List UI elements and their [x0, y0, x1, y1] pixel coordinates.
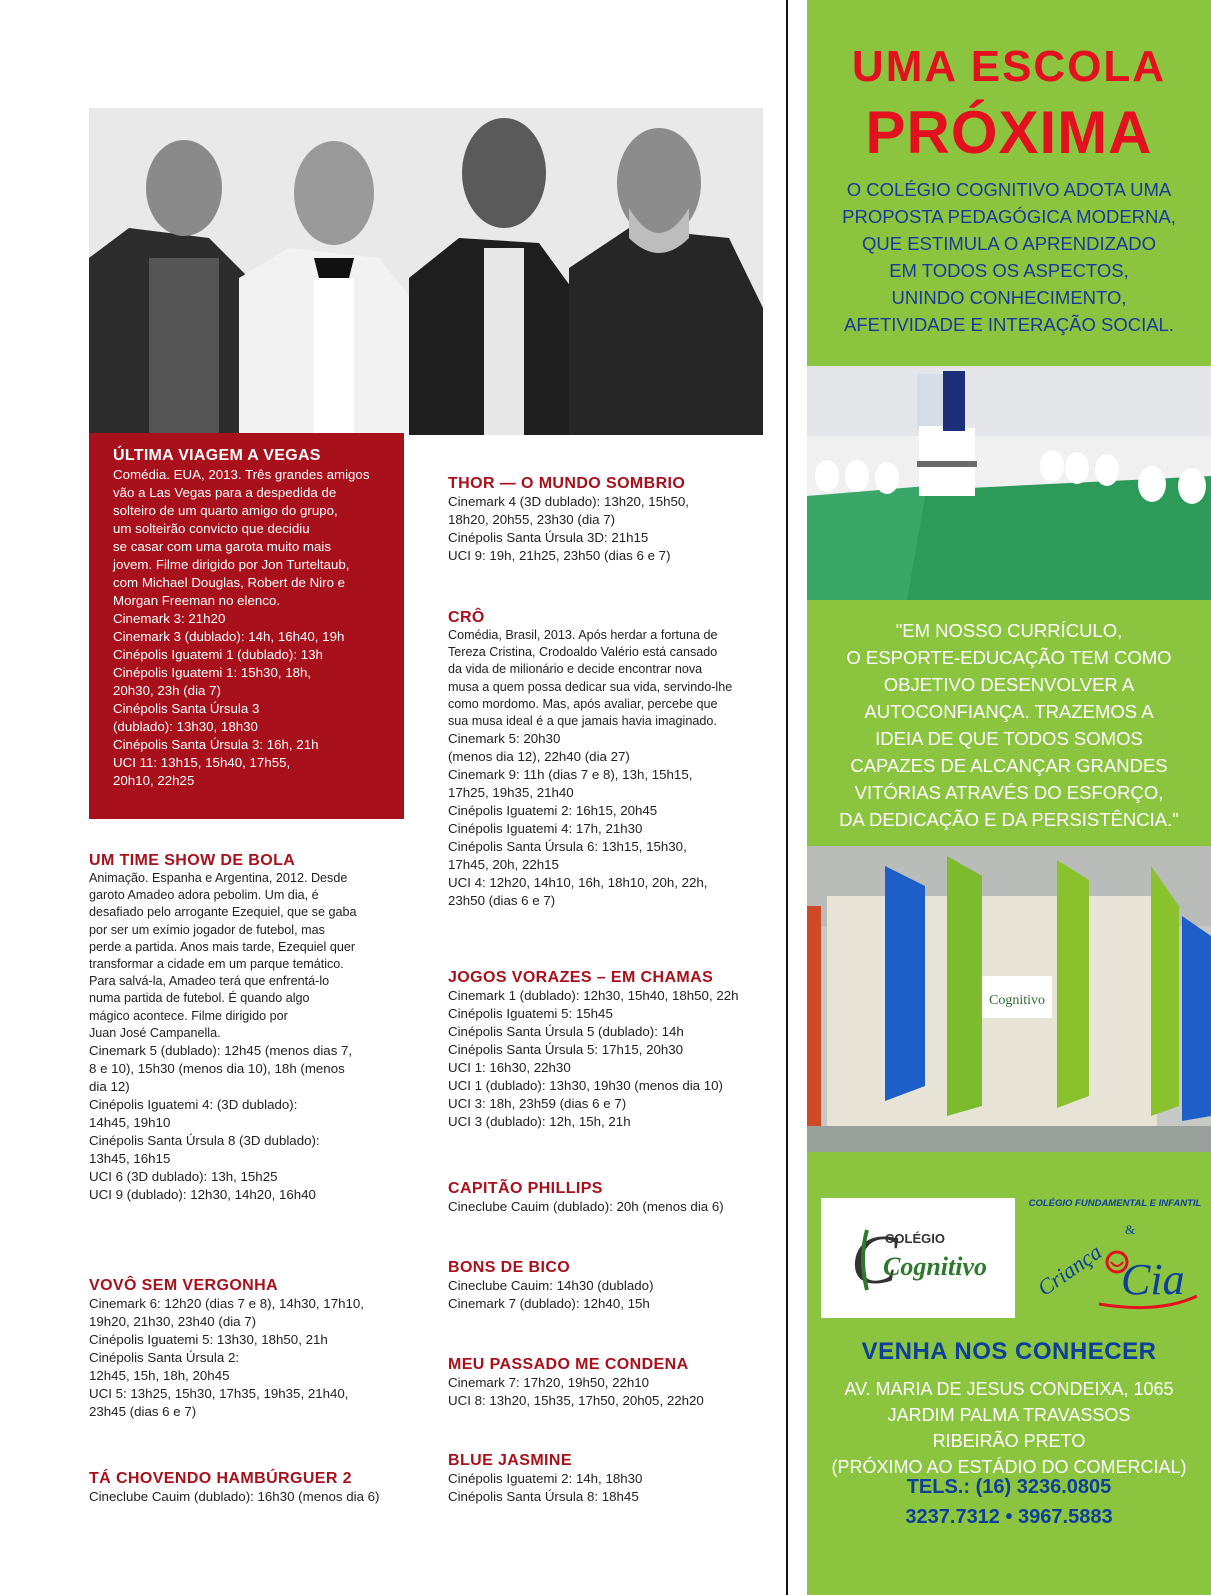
- movie-showtimes: Cinemark 5 (dublado): 12h45 (menos dias 7, 8 e 10), 15h30 (menos dia 10), 18h (menos dia 12) Cinépolis Iguatemi 4: (3D dublado): 14h45, 19h10 Cinépolis Santa Úrsula 8 (3D dublado): 13h45, 16h15 UCI 6 (3D dublado): 13h, 15h25 UCI 9 (dublado): 12h30, 14h20, 16h40: [89, 1043, 353, 1203]
- featured-movie-box: [89, 433, 404, 819]
- colegio-cognitivo-logo: [821, 1198, 1015, 1318]
- logo-line-2: Cognitivo: [883, 1252, 988, 1281]
- school-building-photo: [807, 846, 1211, 1152]
- ad-subtitle: O COLÉGIO COGNITIVO ADOTA UMA PROPOSTA PEDAGÓGICA MODERNA, QUE ESTIMULA O APRENDIZADO EM TODOS OS ASPECTOS, UNINDO CONHECIMENTO, AFETIVIDADE E INTERAÇÃO SOCIAL.: [842, 179, 1176, 335]
- movie-listing: [89, 851, 409, 1204]
- ad-address: AV. MARIA DE JESUS CONDEIXA, 1065 JARDIM PALMA TRAVASSOS RIBEIRÃO PRETO (PRÓXIMO AO ESTÁDIO DO COMERCIAL): [831, 1379, 1187, 1477]
- movie-title: CAPITÃO PHILLIPS: [448, 1180, 603, 1197]
- movie-listing: [89, 1276, 409, 1421]
- movie-listing: [89, 1469, 409, 1506]
- movie-title: VOVÔ SEM VERGONHA: [89, 1277, 279, 1294]
- movie-title: UM TIME SHOW DE BOLA: [89, 852, 296, 869]
- logo-word-2: Cia: [1121, 1255, 1185, 1304]
- movie-title: TÁ CHOVENDO HAMBÚRGUER 2: [89, 1470, 352, 1487]
- movie-showtimes: Cinemark 1 (dublado): 12h30, 15h40, 18h50, 22h Cinépolis Iguatemi 5: 15h45 Cinépolis Santa Úrsula 5 (dublado): 14h Cinépolis Santa Úrsula 5: 17h15, 20h30 UCI 1: 16h30, 22h30 UCI 1 (dublado): 13h30, 19h30 (menos dia 10) UCI 3: 18h, 23h59 (dias 6 e 7) UCI 3 (dublado): 12h, 15h, 21h: [448, 988, 739, 1129]
- movie-showtimes: Cinemark 6: 12h20 (dias 7 e 8), 14h30, 17h10, 19h20, 21h30, 23h40 (dia 7) Cinépolis Iguatemi 5: 13h30, 18h50, 21h Cinépolis Santa Úrsula 2: 12h45, 15h, 18h, 20h45 UCI 5: 13h25, 15h30, 17h35, 19h35, 21h40, 23h45 (dias 6 e 7): [89, 1296, 364, 1419]
- movie-showtimes: Cinemark 5: 20h30 (menos dia 12), 22h40 (dia 27) Cinemark 9: 11h (dias 7 e 8), 13h, 15h15, 17h25, 19h35, 21h40 Cinépolis Iguatemi 2: 16h15, 20h45 Cinépolis Iguatemi 4: 17h, 21h30 Cinépolis Santa Úrsula 6: 13h15, 15h30, 17h45, 20h, 22h15 UCI 4: 12h20, 14h10, 16h, 18h10, 20h, 22h, 23h50 (dias 6 e 7): [448, 731, 708, 909]
- movie-synopsis: Animação. Espanha e Argentina, 2012. Desde garoto Amadeo adora pebolim. Um dia, é desafiado pelo arrogante Ezequiel, que se gaba por ser um exímio jogador de futebol, mas perde a partida. Anos mais tarde, Ezequiel quer transformar a cidade em um parque temático. Para salvá-la, Amadeo terá que enfrentá-lo numa partida de futebol. É quando algo mágico acontece. Filme dirigido por Juan José Campanella.: [89, 871, 357, 1040]
- movie-listing: [448, 1258, 773, 1313]
- movie-title: THOR — O MUNDO SOMBRIO: [448, 475, 686, 492]
- movie-showtimes: Cineclube Cauim (dublado): 16h30 (menos dia 6): [89, 1489, 380, 1504]
- ad-call-to-action: VENHA NOS CONHECER: [861, 1338, 1157, 1365]
- movie-showtimes: Cineclube Cauim (dublado): 20h (menos dia 6): [448, 1199, 724, 1214]
- logo-word: Criança: [1032, 1238, 1107, 1301]
- logo-caption: COLÉGIO FUNDAMENTAL E INFANTIL: [1028, 1198, 1202, 1209]
- ad-headline-1: UMA ESCOLA: [851, 42, 1167, 91]
- column-divider: [786, 0, 788, 1595]
- movie-listing: [448, 608, 773, 910]
- movie-title: BONS DE BICO: [448, 1259, 571, 1276]
- featured-movie-title: ÚLTIMA VIAGEM A VEGAS: [113, 447, 321, 464]
- svg-text:Cognitivo: Cognitivo: [988, 993, 1046, 1008]
- crianca-e-cia-logo: [1019, 1196, 1211, 1320]
- movie-title: BLUE JASMINE: [448, 1452, 572, 1469]
- ad-phones-2: 3237.7312 • 3967.5883: [905, 1506, 1113, 1528]
- movie-showtimes: Cinemark 7: 17h20, 19h50, 22h10 UCI 8: 13h20, 15h35, 17h50, 20h05, 22h20: [448, 1375, 704, 1408]
- movie-showtimes: Cineclube Cauim: 14h30 (dublado) Cinemark 7 (dublado): 12h40, 15h: [448, 1278, 654, 1311]
- ad-quote: "EM NOSSO CURRÍCULO, O ESPORTE-EDUCAÇÃO TEM COMO OBJETIVO DESENVOLVER A AUTOCONFIANÇA. TRAZEMOS A IDEIA DE QUE TODOS SOMOS CAPAZES DE ALCANÇAR GRANDES VITÓRIAS ATRAVÉS DO ESFORÇO, DA DEDICAÇÃO E DA PERSISTÊNCIA.": [839, 620, 1179, 830]
- movie-title: MEU PASSADO ME CONDENA: [448, 1356, 689, 1373]
- movie-synopsis: Comédia, Brasil, 2013. Após herdar a fortuna de Tereza Cristina, Crodoaldo Valério está cansado da vida de milionário e decide encontrar nova musa a quem possa dedicar sua vida, servindo-lhe como mordomo. Mas, após avaliar, percebe que sua musa ideal é a que jamais havia imaginado.: [448, 628, 733, 729]
- movie-showtimes: Cinépolis Iguatemi 2: 14h, 18h30 Cinépolis Santa Úrsula 8: 18h45: [448, 1471, 643, 1504]
- school-advertisement: [807, 0, 1211, 1595]
- logo-line-1: COLÉGIO: [885, 1231, 945, 1246]
- movie-cast-photo: [89, 108, 763, 435]
- movie-title: CRÔ: [448, 609, 485, 626]
- svg-text:C: C: [851, 1222, 898, 1299]
- judo-class-photo: [807, 366, 1211, 600]
- movie-listing: [448, 968, 773, 1131]
- movie-listing: [448, 1451, 773, 1506]
- movie-listing: [448, 1355, 773, 1410]
- ad-phones-1: TELS.: (16) 3236.0805: [906, 1476, 1112, 1498]
- movie-showtimes: Cinemark 4 (3D dublado): 13h20, 15h50, 18h20, 20h55, 23h30 (dia 7) Cinépolis Santa Úrsula 3D: 21h15 UCI 9: 19h, 21h25, 23h50 (dias 6 e 7): [448, 494, 689, 563]
- ad-headline-2: PRÓXIMA: [865, 99, 1153, 166]
- movie-title: JOGOS VORAZES – EM CHAMAS: [448, 969, 714, 986]
- movie-listing: [448, 474, 773, 565]
- movie-listing: [448, 1179, 773, 1216]
- logo-amp: &: [1125, 1222, 1136, 1237]
- featured-movie-text: Comédia. EUA, 2013. Três grandes amigos vão a Las Vegas para a despedida de solteiro de um quarto amigo do grupo, um solteirão convicto que decidiu se casar com uma garota muito mais jovem. Filme dirigido por Jon Turteltaub, com Michael Douglas, Robert de Niro e Morgan Freeman no elenco. Cinemark 3: 21h20 Cinemark 3 (dublado): 14h, 16h40, 19h Cinépolis Iguatemi 1 (dublado): 13h Cinépolis Iguatemi 1: 15h30, 18h, 20h30, 23h (dia 7) Cinépolis Santa Úrsula 3 (dublado): 13h30, 18h30 Cinépolis Santa Úrsula 3: 16h, 21h UCI 11: 13h15, 15h40, 17h55, 20h10, 22h25: [113, 467, 370, 788]
